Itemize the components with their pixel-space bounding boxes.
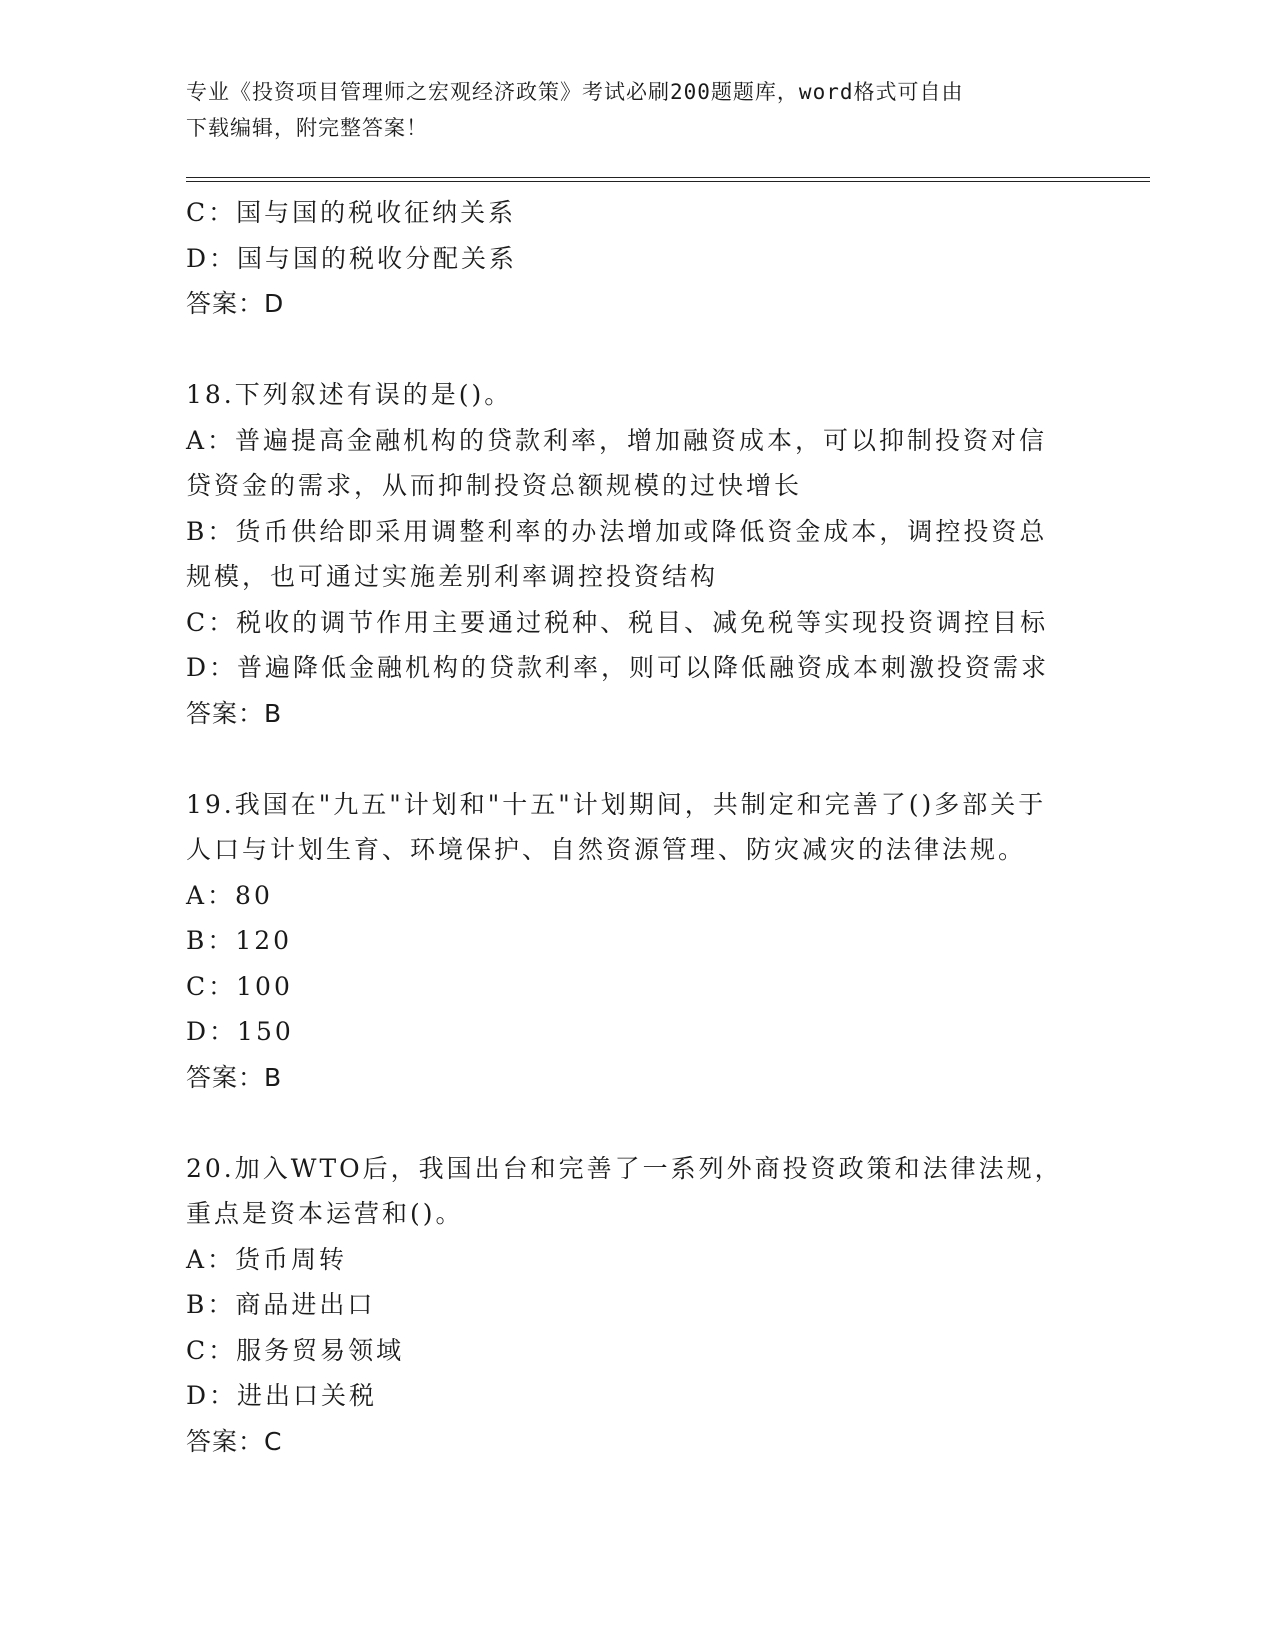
answer-line: 答案：B [186,698,283,728]
document-header [186,74,1066,146]
option-c: C：100 [186,971,293,1001]
option-d: D：进出口关税 [186,1381,378,1410]
question-stem: 18.下列叙述有误的是()。 [186,380,513,409]
option-a: A：货币周转 [186,1244,348,1274]
option-b-continued: 规模，也可通过实施差别利率调控投资结构 [186,562,719,591]
question-stem-continued: 人口与计划生育、环境保护、自然资源管理、防灾减灾的法律法规。 [186,835,1027,864]
question-stem-continued: 重点是资本运营和()。 [186,1199,464,1228]
option-a: A：80 [186,880,273,910]
option-c: C：税收的调节作用主要通过税种、税目、减免税等实现投资调控目标 [186,607,1049,637]
option-b: B：货币供给即采用调整利率的办法增加或降低资金成本，调控投资总 [186,516,1048,546]
option-a-continued: 贷资金的需求，从而抑制投资总额规模的过快增长 [186,471,803,500]
question-17-tail [186,190,1086,327]
answer-line: 答案：D [186,289,285,318]
header-rule-top [186,177,1150,178]
header-line-1: 专业《投资项目管理师之宏观经济政策》考试必刷200题题库，word格式可自由 [186,80,964,104]
option-a: A：普遍提高金融机构的贷款利率，增加融资成本，可以抑制投资对信 [186,425,1048,455]
answer-line: 答案：C [186,1426,283,1456]
question-stem: 20.加入WTO后，我国出台和完善了一系列外商投资政策和法律法规， [186,1153,1063,1183]
option-b: B：商品进出口 [186,1290,376,1319]
option-b: B：120 [186,926,293,955]
question-stem: 19.我国在"九五"计划和"十五"计划期间，共制定和完善了()多部关于 [186,789,1047,819]
question-20 [186,1146,1086,1465]
question-18 [186,372,1086,736]
option-d: D：150 [186,1017,294,1046]
option-d: D：国与国的税收分配关系 [186,243,518,273]
question-19 [186,782,1086,1101]
option-c: C：服务贸易领域 [186,1335,405,1365]
question-content [186,190,1086,1464]
answer-line: 答案：B [186,1062,283,1092]
header-rule-bottom [186,181,1150,182]
option-d: D：普遍降低金融机构的贷款利率，则可以降低融资成本刺激投资需求 [186,653,1050,682]
header-line-2: 下载编辑，附完整答案！ [186,116,428,140]
option-c: C：国与国的税收征纳关系 [186,198,517,227]
